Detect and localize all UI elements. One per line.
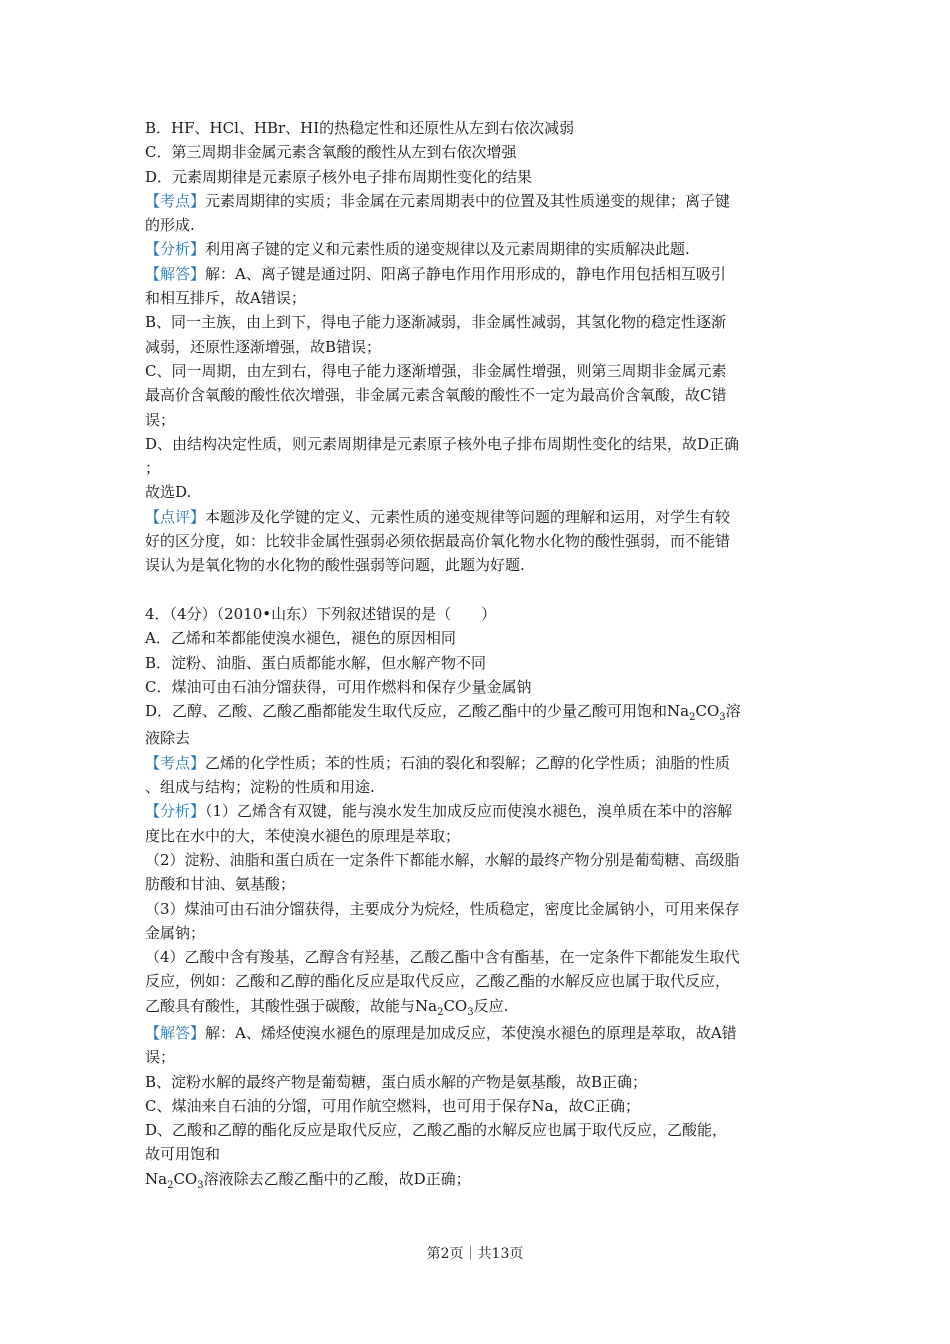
line-text: （2）淀粉、油脂和蛋白质在一定条件下都能水解，水解的最终产物分别是葡萄糖、高级脂: [145, 850, 740, 869]
text-line: [145, 1070, 807, 1094]
question-4: [145, 602, 807, 1194]
text-line: [145, 775, 807, 799]
text-line: [145, 165, 807, 189]
text-line: [145, 1167, 807, 1194]
section-tag: 【解答】: [145, 264, 206, 283]
text-line: [145, 310, 807, 334]
line-text: 元素周期律的实质；非金属在元素周期表中的位置及其性质递变的规律；离子键: [205, 191, 731, 210]
text-line: [145, 897, 807, 921]
line-text: B、同一主族，由上到下，得电子能力逐渐减弱，非金属性减弱，其氢化物的稳定性逐渐: [145, 313, 727, 332]
subscript: 3: [719, 712, 726, 724]
line-text: C、煤油来自石油的分馏，可用作航空燃料，也可用于保存Na，故C正确；: [145, 1096, 641, 1115]
section-tag: 【分析】: [145, 802, 206, 821]
line-text: （3）煤油可由石油分馏获得，主要成分为烷烃，性质稳定，密度比金属钠小，可用来保存: [145, 899, 740, 918]
question-3-continued: [145, 116, 807, 578]
section-tag: 【考点】: [145, 191, 206, 210]
section-tag: 【解答】: [145, 1023, 206, 1042]
formula-text: CO: [695, 702, 720, 721]
text-line: [145, 529, 807, 553]
text-line: [145, 921, 807, 945]
line-text: 、组成与结构；淀粉的性质和用途.: [145, 778, 375, 797]
text-line: [145, 1045, 807, 1069]
text-line: [145, 751, 807, 775]
text-line: [145, 189, 807, 213]
text-line: [145, 651, 807, 675]
section-tag: 【考点】: [145, 753, 206, 772]
line-text: 本题涉及化学键的定义、元素性质的递变规律等问题的理解和运用，对学生有较: [205, 507, 731, 526]
section-tag: 【分析】: [145, 240, 206, 259]
line-text: C、同一周期，由左到右，得电子能力逐渐增强，非金属性增强，则第三周期非金属元素: [145, 361, 727, 380]
line-text: 故选D.: [145, 483, 192, 502]
line-text: D．元素周期律是元素原子核外电子排布周期性变化的结果: [145, 167, 533, 186]
text-line: [145, 945, 807, 969]
line-text: 的形成.: [145, 216, 195, 235]
line-text: 液除去: [145, 729, 191, 748]
line-text-after: 反应.: [473, 996, 509, 1015]
text-line: [145, 602, 807, 626]
line-text: 利用离子键的定义和元素性质的递变规律以及元素周期律的实质解决此题.: [205, 240, 690, 259]
subscript: 2: [689, 712, 696, 724]
text-line: [145, 335, 807, 359]
text-line: [145, 116, 807, 140]
line-text: D、由结构决定性质，则元素周期律是元素原子核外电子排布周期性变化的结果，故D正确: [145, 434, 740, 453]
subscript: 2: [167, 1179, 174, 1191]
line-text: C．煤油可由石油分馏获得，可用作燃料和保存少量金属钠: [145, 677, 532, 696]
text-line: [145, 359, 807, 383]
line-text: （4）乙酸中含有羧基，乙醇含有羟基，乙酸乙酯中含有酯基，在一定条件下都能发生取代: [145, 948, 740, 967]
text-line: [145, 1094, 807, 1118]
line-text: 4．（4分）（2010•山东）下列叙述错误的是（ ）: [145, 604, 497, 623]
text-line: [145, 848, 807, 872]
text-line: [145, 675, 807, 699]
line-text: 度比在水中的大，苯使溴水褪色的原理是萃取；: [145, 826, 461, 845]
line-text: B．淀粉、油脂、蛋白质都能水解，但水解产物不同: [145, 653, 487, 672]
text-line: [145, 286, 807, 310]
line-text: （1）乙烯含有双键，能与溴水发生加成反应而使溴水褪色，溴单质在苯中的溶解: [205, 802, 733, 821]
text-line: [145, 726, 807, 750]
page-footer: 第2页｜共13页: [426, 1246, 524, 1262]
line-text: 肪酸和甘油、氨基酸；: [145, 875, 296, 894]
line-text: 解：A、烯烃使溴水褪色的原理是加成反应，苯使溴水褪色的原理是萃取，故A错: [205, 1023, 737, 1042]
line-text: 和相互排斥，故A错误；: [145, 289, 306, 308]
text-line: [145, 480, 807, 504]
text-line: [145, 824, 807, 848]
subscript: 3: [467, 1006, 474, 1018]
text-line: [145, 969, 807, 993]
line-text: 好的区分度，如：比较非金属性强弱必须依据最高价氧化物水化物的酸性强弱，而不能错: [145, 532, 731, 551]
line-text: 减弱，还原性逐渐增强，故B错误；: [145, 337, 382, 356]
line-text: B、淀粉水解的最终产物是葡萄糖，蛋白质水解的产物是氨基酸，故B正确；: [145, 1072, 648, 1091]
text-line: [145, 994, 807, 1021]
subscript: 2: [437, 1006, 444, 1018]
line-text-after: 溶液除去乙酸乙酯中的乙酸，故D正确；: [203, 1169, 471, 1188]
line-text: 误；: [145, 410, 176, 429]
text-line: [145, 553, 807, 577]
text-line: [145, 432, 807, 456]
page-body: [145, 116, 807, 1194]
line-text: 解：A、离子键是通过阴、阳离子静电作用作用形成的，静电作用包括相互吸引: [205, 264, 726, 283]
paragraph-gap: [145, 578, 807, 602]
line-text: Na: [145, 1169, 168, 1188]
formula-text: CO: [173, 1169, 198, 1188]
line-text: B．HF、HCl、HBr、HI的热稳定性和还原性从左到右依次减弱: [145, 119, 575, 137]
line-text: 误认为是氧化物的水化物的酸性强弱等问题，此题为好题.: [145, 556, 525, 575]
line-text: D、乙酸和乙醇的酯化反应是取代反应，乙酸乙酯的水解反应也属于取代反应，乙酸能，: [145, 1121, 728, 1140]
text-line: [145, 262, 807, 286]
text-line: [145, 408, 807, 432]
line-text: C．第三周期非金属元素含氧酸的酸性从左到右依次增强: [145, 143, 517, 162]
line-text: 乙烯的化学性质；苯的性质；石油的裂化和裂解；乙醇的化学性质；油脂的性质: [205, 753, 731, 772]
line-text: D．乙醇、乙酸、乙酸乙酯都能发生取代反应，乙酸乙酯中的少量乙酸可用饱和Na: [145, 702, 690, 721]
text-line: [145, 626, 807, 650]
line-text: 反应，例如：乙酸和乙醇的酯化反应是取代反应，乙酸乙酯的水解反应也属于取代反应，: [145, 972, 731, 991]
line-text-after: 溶: [725, 702, 741, 721]
subscript: 3: [197, 1179, 204, 1191]
formula-text: CO: [443, 996, 468, 1015]
text-line: [145, 1142, 807, 1166]
line-text: 最高价含氧酸的酸性依次增强，非金属元素含氧酸的酸性不一定为最高价含氧酸，故C错: [145, 386, 727, 405]
text-line: [145, 140, 807, 164]
text-line: [145, 383, 807, 407]
text-line: [145, 872, 807, 896]
text-line: [145, 699, 807, 726]
line-text: 误；: [145, 1048, 176, 1067]
text-line: [145, 1118, 807, 1142]
text-line: [145, 237, 807, 261]
text-line: [145, 799, 807, 823]
line-text: 乙酸具有酸性，其酸性强于碳酸，故能与Na: [145, 996, 438, 1015]
text-line: [145, 505, 807, 529]
line-text: 故可用饱和: [145, 1145, 221, 1164]
section-tag: 【点评】: [145, 507, 206, 526]
text-line: [145, 1021, 807, 1045]
line-text: 金属钠；: [145, 923, 206, 942]
text-line: [145, 213, 807, 237]
line-text: ；: [145, 459, 161, 478]
line-text: A．乙烯和苯都能使溴水褪色，褪色的原因相同: [145, 629, 456, 648]
text-line: [145, 456, 807, 480]
